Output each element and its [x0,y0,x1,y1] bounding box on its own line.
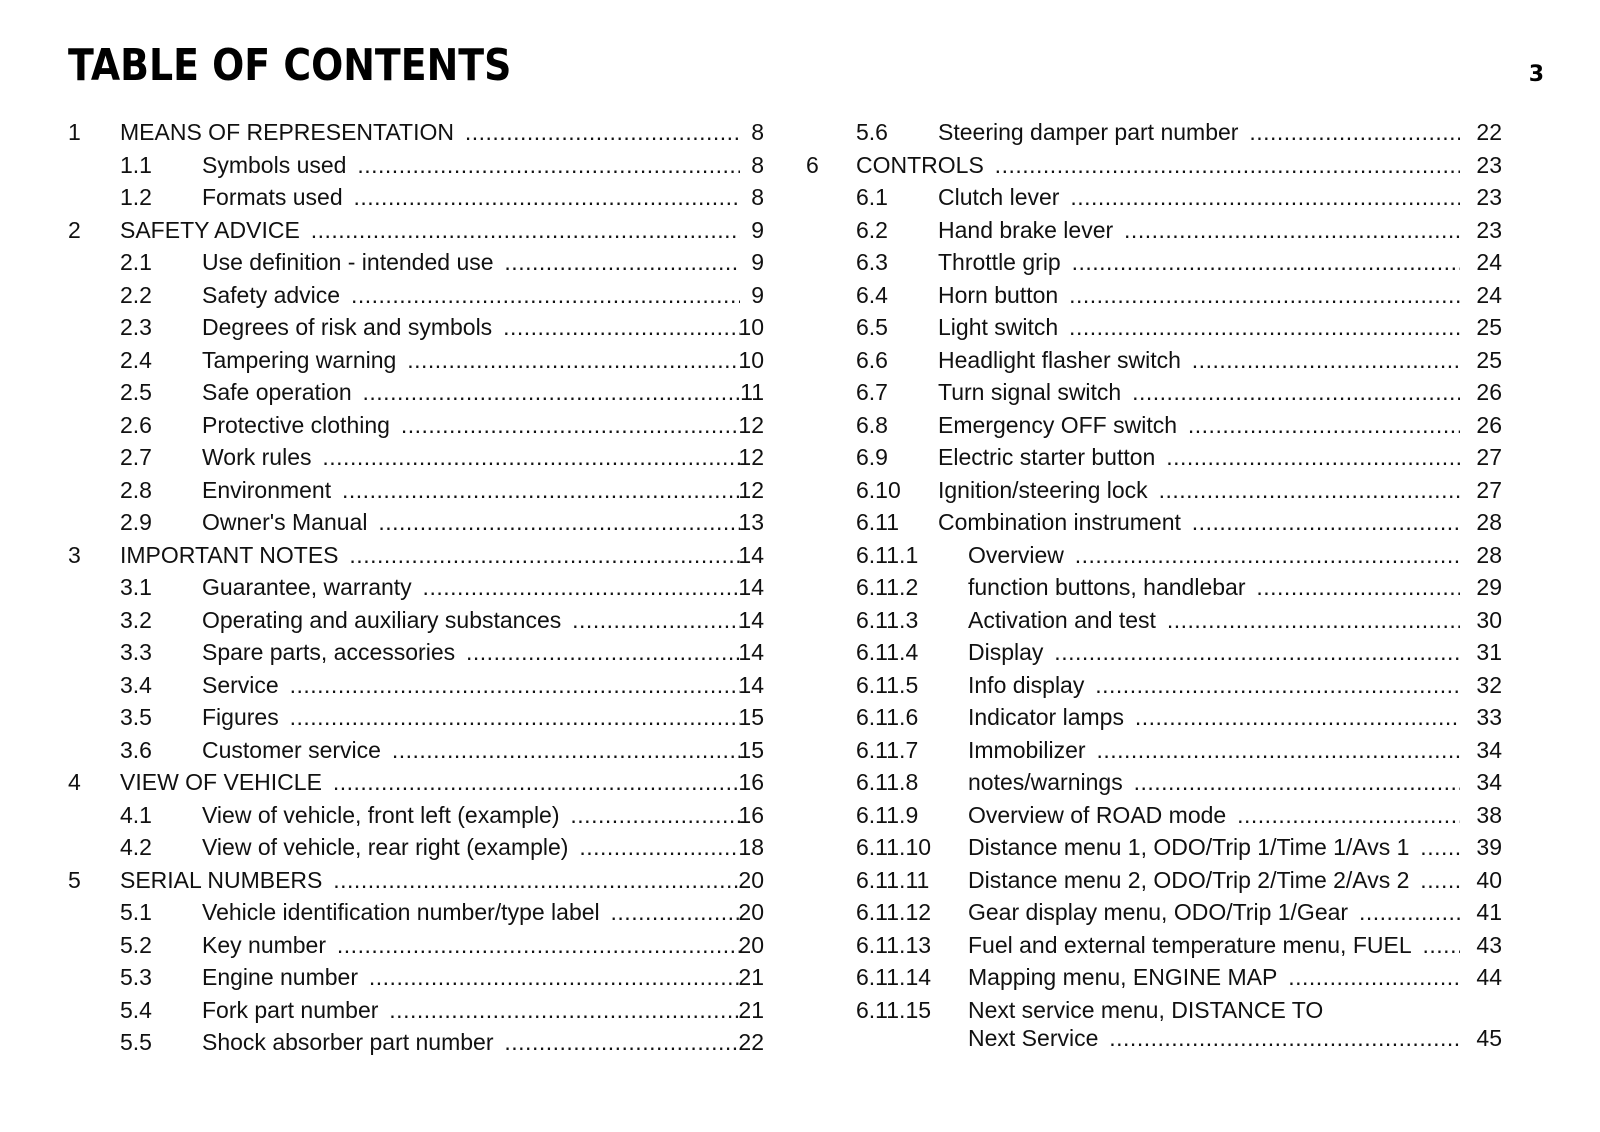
toc-entry-number: 2.8 [120,476,152,503]
toc-entry-label: Customer service [202,737,385,763]
toc-entry-leader [968,571,1460,604]
toc-entry-number: 6.11.13 [856,931,932,958]
toc-entry-6-11-2[interactable] [806,571,1546,604]
toc-entry-5-6[interactable] [806,116,1546,149]
toc-entry-number: 6.11.8 [856,769,919,795]
toc-entry-number: 6.11.7 [856,736,919,763]
toc-entry-label: Shock absorber part number [202,1029,498,1055]
toc-entry-label: Safe operation [202,379,356,405]
toc-entry-leader [938,181,1460,214]
toc-entry-label: View of vehicle, front left (example) [202,802,564,828]
toc-entry-number: 1.2 [120,184,152,210]
toc-entry-leader [938,376,1460,409]
toc-entry-leader [202,149,740,182]
toc-entry-leader [202,246,740,279]
toc-entry-leader [968,701,1460,734]
toc-entry-leader [202,669,740,702]
toc-entry-page: 33 [1476,704,1502,730]
toc-entry-label: SERIAL NUMBERS [120,867,326,893]
toc-entry-label: Engine number [202,964,362,990]
toc-entry-label: Use definition - intended use [202,249,498,275]
toc-entry-page: 31 [1476,639,1502,665]
toc-entry-leader [968,539,1460,572]
toc-entry-page: 8 [751,119,764,145]
toc-entry-label: Info display [968,672,1088,698]
toc-entry-page: 22 [1476,119,1502,145]
toc-entry-label: Safety advice [202,282,344,308]
toc-entry-page: 18 [738,834,764,860]
toc-entry-1-1[interactable] [68,149,768,182]
toc-entry-label: Tampering warning [202,347,400,373]
toc-entry-label: Gear display menu, ODO/Trip 1/Gear [968,899,1352,925]
toc-entry-6-11[interactable] [806,506,1546,539]
toc-entry-6-5[interactable] [806,311,1546,344]
toc-entry-page: 10 [738,346,764,373]
toc-entry-number: 6.11.10 [856,834,932,860]
toc-entry-page: 44 [1476,964,1502,990]
toc-entry-number: 6.11.15 [856,996,932,1023]
toc-entry-3-6[interactable] [68,734,768,767]
toc-entry-5-5[interactable] [68,1026,768,1059]
toc-entry-page: 21 [738,964,764,990]
toc-entry-leader [968,1022,1460,1055]
toc-entry-number: 6.5 [856,314,888,340]
toc-entry-3-5[interactable] [68,701,768,734]
toc-entry-leader [968,636,1460,669]
toc-entry-1-2[interactable] [68,181,768,214]
toc-entry-label: Activation and test [968,607,1160,633]
toc-entry-2-3[interactable] [68,311,768,344]
toc-entry-number: 2.9 [120,509,152,535]
toc-entry-leader [938,214,1460,247]
toc-entry-leader [202,311,740,344]
toc-entry-label: Clutch lever [938,184,1063,210]
toc-entry-number: 3.1 [120,574,152,600]
toc-entry-leader [968,766,1460,799]
toc-entry-number: 6.11.2 [856,574,919,600]
toc-entry-number: 4.2 [120,834,152,860]
toc-entry-page: 9 [751,216,764,243]
toc-entry-label: Work rules [202,444,316,470]
toc-entry-leader [968,604,1460,637]
toc-entry-label: Ignition/steering lock [938,477,1152,503]
toc-entry-number: 3.5 [120,704,152,730]
toc-entry-6-9[interactable] [806,441,1546,474]
toc-entry-6-11-12[interactable] [806,896,1546,929]
toc-entry-number: 2.4 [120,346,152,373]
toc-entry-label: Steering damper part number [938,119,1242,145]
toc-entry-label: Headlight flasher switch [938,347,1185,373]
toc-entry-leader [938,116,1460,149]
toc-entry-number: 6.11.1 [856,541,919,568]
toc-entry-page: 14 [738,574,764,600]
toc-entry-label: Display [968,639,1047,665]
toc-entry-leader [202,279,740,312]
toc-entry-page: 15 [738,704,764,730]
toc-entry-label: Service [202,672,283,698]
toc-entry-page: 26 [1476,411,1502,438]
toc-entry-number: 6.11 [856,509,900,535]
toc-entry-number: 2 [68,216,81,243]
toc-entry-label: Hand brake lever [938,217,1117,243]
toc-entry-leader [202,604,740,637]
toc-entry-leader [202,734,740,767]
toc-entry-number: 6.11.12 [856,899,932,925]
toc-entry-leader [968,799,1460,832]
toc-entry-number: 5.4 [120,996,152,1023]
toc-entry-leader [202,929,740,962]
toc-entry-number: 5.1 [120,899,152,925]
toc-entry-number: 6.11.14 [856,964,932,990]
toc-entry-number: 5.6 [856,119,888,145]
toc-entry-leader [120,116,740,149]
toc-entry-6-1[interactable] [806,181,1546,214]
toc-entry-label: VIEW OF VEHICLE [120,769,326,795]
toc-entry-page: 14 [738,671,764,698]
toc-entry-page: 28 [1476,509,1502,535]
toc-entry-leader [202,344,740,377]
toc-entry-2-4[interactable] [68,344,768,377]
toc-entry-number: 6.6 [856,346,888,373]
toc-entry-leader [938,506,1460,539]
toc-entry-page: 9 [751,249,764,275]
toc-entry-page: 10 [738,314,764,340]
toc-entry-page: 41 [1476,899,1502,925]
toc-entry-6-11-3[interactable] [806,604,1546,637]
toc-entry-6-2[interactable] [806,214,1546,247]
toc-entry-number: 3.3 [120,639,152,665]
toc-entry-label: Mapping menu, ENGINE MAP [968,964,1281,990]
toc-entry-2-5[interactable] [68,376,768,409]
toc-entry-2-8[interactable] [68,474,768,507]
toc-entry-number: 6.7 [856,379,888,405]
toc-entry-label: Key number [202,932,330,958]
toc-entry-6-8[interactable] [806,409,1546,442]
toc-entry-number: 6.11.9 [856,801,919,828]
toc-entry-leader [202,994,740,1027]
toc-entry-page: 23 [1476,184,1502,210]
toc-entry-leader [202,441,740,474]
toc-entry-leader [202,636,740,669]
toc-entry-label: Distance menu 1, ODO/Trip 1/Time 1/Avs 1 [968,834,1413,860]
toc-entry-page: 45 [1476,1024,1502,1051]
toc-left-column [68,116,768,1059]
toc-entry-leader [968,929,1460,962]
toc-entry-page: 29 [1476,574,1502,600]
toc-entry-leader [202,506,740,539]
toc-entry-leader [938,344,1460,377]
toc-entry-number: 6.11.11 [856,866,930,893]
toc-entry-number: 1 [68,119,81,145]
toc-entry-2[interactable] [68,214,768,247]
toc-entry-6-11-4[interactable] [806,636,1546,669]
toc-entry-page: 34 [1476,736,1502,763]
toc-entry-label: Overview [968,542,1068,568]
toc-entry-2-7[interactable] [68,441,768,474]
toc-entry-number: 6.9 [856,444,888,470]
toc-entry-page: 20 [738,899,764,925]
toc-entry-page: 12 [738,444,764,470]
toc-entry-leader [938,279,1460,312]
toc-entry-page: 23 [1476,151,1502,178]
toc-entry-4[interactable] [68,766,768,799]
toc-entry-leader [202,961,740,994]
toc-entry-label: Emergency OFF switch [938,412,1181,438]
toc-entry-number: 2.1 [120,249,152,275]
toc-entry-number: 5.5 [120,1029,152,1055]
toc-entry-page: 15 [738,736,764,763]
toc-entry-label: SAFETY ADVICE [120,217,304,243]
toc-entry-number: 2.2 [120,281,152,308]
toc-entry-leader [968,896,1460,929]
toc-entry-4-1[interactable] [68,799,768,832]
toc-entry-6-10[interactable] [806,474,1546,507]
toc-entry-page: 38 [1476,801,1502,828]
toc-entry-4-2[interactable] [68,831,768,864]
toc-entry-1[interactable] [68,116,768,149]
toc-entry-leader [202,799,740,832]
toc-entry-page: 34 [1476,769,1502,795]
toc-entry-page: 27 [1476,444,1502,470]
toc-entry-page: 40 [1476,866,1502,893]
toc-entry-label: Overview of ROAD mode [968,802,1230,828]
toc-entry-label: Guarantee, warranty [202,574,416,600]
toc-entry-5-4[interactable] [68,994,768,1027]
toc-entry-page: 14 [738,606,764,633]
toc-entry-5[interactable] [68,864,768,897]
toc-entry-label: Electric starter button [938,444,1159,470]
toc-entry-leader [202,474,740,507]
toc-entry-page: 22 [738,1029,764,1055]
page-number: 3 [1528,62,1544,87]
toc-entry-6-7[interactable] [806,376,1546,409]
toc-entry-leader [938,474,1460,507]
toc-entry-page: 12 [738,476,764,503]
toc-entry-page: 16 [738,769,764,795]
toc-entry-label: Figures [202,704,283,730]
toc-entry-page: 30 [1476,606,1502,633]
toc-entry-label: MEANS OF REPRESENTATION [120,119,458,145]
toc-entry-leader [120,214,740,247]
toc-entry-page: 8 [751,184,764,210]
toc-entry-leader [968,864,1460,897]
toc-entry-leader [120,539,740,572]
toc-entry-page: 27 [1476,476,1502,503]
toc-entry-page: 21 [738,996,764,1023]
toc-entry-label: Operating and auxiliary substances [202,607,565,633]
toc-entry-label: Combination instrument [938,509,1185,535]
toc-entry-6-11-1[interactable] [806,539,1546,572]
toc-entry-leader [120,864,740,897]
toc-entry-leader [968,669,1460,702]
toc-entry-number: 6.3 [856,249,888,275]
toc-entry-page: 32 [1476,671,1502,698]
toc-entry-page: 20 [738,931,764,958]
toc-entry-number: 6.11.3 [856,606,919,633]
toc-entry-label: Next service menu, DISTANCE TO [968,996,1324,1023]
toc-entry-leader [968,961,1460,994]
toc-entry-number: 6.8 [856,411,888,438]
toc-entry-label: Formats used [202,184,347,210]
toc-entry-number: 6.1 [856,184,888,210]
toc-entry-number: 6 [806,151,819,178]
toc-entry-label: Owner's Manual [202,509,371,535]
toc-entry-page: 9 [751,281,764,308]
toc-entry-number: 5.2 [120,931,152,958]
toc-entry-label: function buttons, handlebar [968,574,1249,600]
toc-entry-label: Horn button [938,282,1062,308]
toc-entry-page: 13 [738,509,764,535]
toc-entry-6-11-8[interactable] [806,766,1546,799]
toc-entry-label: Indicator lamps [968,704,1128,730]
toc-entry-page: 39 [1476,834,1502,860]
toc-entry-6-3[interactable] [806,246,1546,279]
toc-entry-leader [202,376,740,409]
toc-entry-number: 3.6 [120,736,152,763]
toc-entry-3-4[interactable] [68,669,768,702]
toc-entry-leader [202,571,740,604]
toc-entry-label: CONTROLS [856,152,988,178]
toc-entry-label: Turn signal switch [938,379,1125,405]
toc-entry-label: Vehicle identification number/type label [202,899,604,925]
toc-entry-label: Fork part number [202,997,382,1023]
toc-entry-label-continued: Next Service [968,1025,1102,1051]
toc-entry-label: Spare parts, accessories [202,639,459,665]
toc-entry-number: 6.11.5 [856,671,919,698]
toc-entry-6-11-10[interactable] [806,831,1546,864]
toc-entry-3-3[interactable] [68,636,768,669]
toc-entry-page: 23 [1476,216,1502,243]
toc-entry-6-11-14[interactable] [806,961,1546,994]
toc-entry-label: Throttle grip [938,249,1065,275]
toc-entry-label: View of vehicle, rear right (example) [202,834,572,860]
toc-entry-leader [120,766,740,799]
toc-entry-3[interactable] [68,539,768,572]
toc-entry-leader [856,149,1460,182]
toc-entry-6-11-5[interactable] [806,669,1546,702]
toc-entry-leader [202,181,740,214]
toc-entry-6[interactable] [806,149,1546,182]
toc-entry-label: Light switch [938,314,1062,340]
toc-entry-leader [938,409,1460,442]
toc-entry-label: Immobilizer [968,737,1090,763]
toc-entry-2-1[interactable] [68,246,768,279]
toc-entry-2-9[interactable] [68,506,768,539]
toc-entry-page: 14 [738,541,764,568]
toc-entry-label: Environment [202,477,335,503]
toc-entry-number: 6.4 [856,281,888,308]
toc-entry-5-1[interactable] [68,896,768,929]
toc-entry-3-1[interactable] [68,571,768,604]
toc-entry-leader [202,896,740,929]
toc-entry-number: 3 [68,541,81,568]
toc-entry-label: Degrees of risk and symbols [202,314,496,340]
toc-entry-2-6[interactable] [68,409,768,442]
toc-entry-page: 24 [1476,249,1502,275]
toc-entry-page: 14 [738,639,764,665]
toc-entry-5-2[interactable] [68,929,768,962]
toc-entry-number: 6.11.4 [856,639,919,665]
toc-entry-page: 24 [1476,281,1502,308]
toc-entry-number: 2.5 [120,379,152,405]
toc-entry-page: 43 [1476,931,1502,958]
toc-entry-page: 25 [1476,346,1502,373]
toc-entry-number: 2.7 [120,444,152,470]
toc-entry-6-4[interactable] [806,279,1546,312]
toc-entry-leader [968,831,1460,864]
toc-entry-page: 12 [738,411,764,438]
toc-entry-page: 20 [738,866,764,893]
toc-entry-label: Distance menu 2, ODO/Trip 2/Time 2/Avs 2 [968,867,1413,893]
toc-entry-number: 3.4 [120,671,152,698]
toc-entry-page: 25 [1476,314,1502,340]
toc-entry-number: 3.2 [120,606,152,633]
toc-entry-number: 6.11.6 [856,704,919,730]
toc-entry-page: 16 [738,801,764,828]
toc-entry-leader [202,701,740,734]
toc-entry-label: Fuel and external temperature menu, FUEL [968,932,1416,958]
toc-entry-leader [938,441,1460,474]
toc-entry-number: 4.1 [120,801,152,828]
toc-entry-6-11-7[interactable] [806,734,1546,767]
toc-entry-number: 2.6 [120,411,152,438]
toc-entry-leader [938,246,1460,279]
toc-entry-6-11-6[interactable] [806,701,1546,734]
toc-entry-leader [968,734,1460,767]
toc-entry-2-2[interactable] [68,279,768,312]
toc-entry-number: 4 [68,769,81,795]
toc-entry-3-2[interactable] [68,604,768,637]
toc-entry-6-11-13[interactable] [806,929,1546,962]
toc-entry-6-6[interactable] [806,344,1546,377]
toc-entry-page: 11 [740,379,764,405]
toc-entry-number: 6.2 [856,216,888,243]
toc-entry-page: 28 [1476,541,1502,568]
toc-entry-number: 5.3 [120,964,152,990]
toc-entry-leader [202,1026,740,1059]
toc-entry-number: 2.3 [120,314,152,340]
toc-entry-number: 5 [68,866,81,893]
toc-entry-label: notes/warnings [968,769,1127,795]
toc-entry-6-11-11[interactable] [806,864,1546,897]
toc-entry-label: Symbols used [202,152,350,178]
toc-entry-page: 26 [1476,379,1502,405]
toc-entry-label: IMPORTANT NOTES [120,542,343,568]
page-title: TABLE OF CONTENTS [68,40,512,91]
toc-entry-6-11-15[interactable] [806,994,1546,1054]
toc-entry-number: 6.10 [856,476,901,503]
toc-entry-leader [202,831,740,864]
toc-entry-leader [202,409,740,442]
toc-entry-page: 8 [751,151,764,178]
toc-right-column [806,116,1546,1054]
toc-entry-6-11-9[interactable] [806,799,1546,832]
toc-entry-leader [938,311,1460,344]
toc-entry-label: Protective clothing [202,412,394,438]
toc-entry-5-3[interactable] [68,961,768,994]
toc-entry-number: 1.1 [120,151,152,178]
